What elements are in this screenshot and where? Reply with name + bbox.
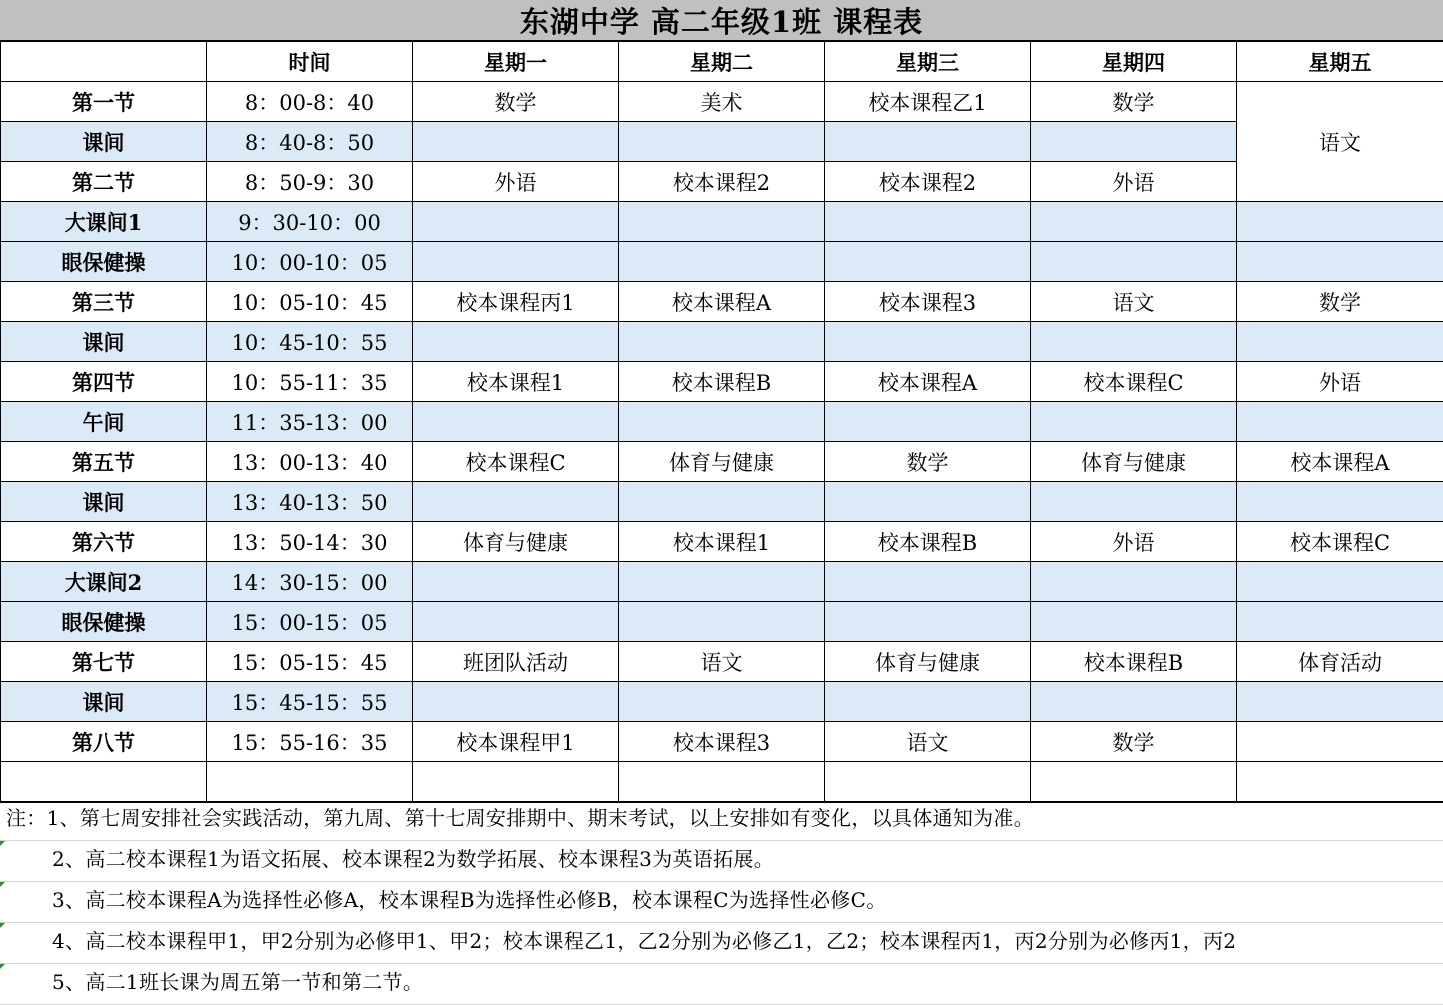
course-cell-thursday[interactable] xyxy=(1031,602,1237,642)
table-row xyxy=(1,442,1443,482)
course-cell-monday[interactable]: 校本课程1 xyxy=(413,362,619,402)
course-cell-tuesday[interactable] xyxy=(619,402,825,442)
course-cell-tuesday[interactable] xyxy=(619,122,825,162)
course-cell-monday[interactable]: 体育与健康 xyxy=(413,522,619,562)
period-cell[interactable]: 课间 xyxy=(1,322,207,362)
course-cell-wednesday[interactable]: 语文 xyxy=(825,722,1031,762)
time-cell[interactable]: 11：35-13：00 xyxy=(207,402,413,442)
course-cell-tuesday[interactable]: 美术 xyxy=(619,82,825,122)
table-row xyxy=(1,602,1443,642)
note-text: 3、高二校本课程A为选择性必修A，校本课程B为选择性必修B，校本课程C为选择性必修C。 xyxy=(52,888,887,912)
course-cell-wednesday[interactable]: 校本课程A xyxy=(825,362,1031,402)
table-row xyxy=(1,322,1443,362)
time-cell[interactable]: 8：00-8：40 xyxy=(207,82,413,122)
header-cell-blank[interactable] xyxy=(1,41,207,82)
note-text: 4、高二校本课程甲1，甲2分别为必修甲1、甲2；校本课程乙1，乙2分别为必修乙1，乙2；校本课程丙1，丙2分别为必修丙1，丙2 xyxy=(52,929,1236,953)
header-cell-tuesday[interactable]: 星期二 xyxy=(619,41,825,82)
time-cell[interactable]: 15：55-16：35 xyxy=(207,722,413,762)
header-row xyxy=(1,41,1443,82)
course-cell-monday[interactable] xyxy=(413,682,619,722)
course-cell-monday[interactable] xyxy=(413,602,619,642)
note-line[interactable] xyxy=(0,964,1443,1005)
course-cell-wednesday[interactable] xyxy=(825,482,1031,522)
time-cell[interactable]: 13：00-13：40 xyxy=(207,442,413,482)
course-cell-thursday[interactable]: 数学 xyxy=(1031,722,1237,762)
time-cell[interactable]: 9：30-10：00 xyxy=(207,202,413,242)
course-cell-thursday[interactable]: 外语 xyxy=(1031,162,1237,202)
course-cell-monday[interactable] xyxy=(413,402,619,442)
table-row xyxy=(1,642,1443,682)
time-cell[interactable]: 15：00-15：05 xyxy=(207,602,413,642)
empty-cell[interactable] xyxy=(825,762,1031,803)
course-cell-monday[interactable] xyxy=(413,562,619,602)
course-cell-thursday[interactable]: 数学 xyxy=(1031,82,1237,122)
course-cell-tuesday[interactable]: 校本课程2 xyxy=(619,162,825,202)
time-cell[interactable]: 15：45-15：55 xyxy=(207,682,413,722)
course-cell-monday[interactable]: 外语 xyxy=(413,162,619,202)
time-cell[interactable]: 10：55-11：35 xyxy=(207,362,413,402)
time-cell[interactable]: 10：00-10：05 xyxy=(207,242,413,282)
period-cell[interactable]: 第七节 xyxy=(1,642,207,682)
period-cell[interactable]: 课间 xyxy=(1,682,207,722)
course-cell-wednesday[interactable] xyxy=(825,122,1031,162)
empty-cell[interactable] xyxy=(1,762,207,803)
course-cell-wednesday[interactable]: 校本课程2 xyxy=(825,162,1031,202)
course-cell-tuesday[interactable] xyxy=(619,602,825,642)
period-cell[interactable]: 课间 xyxy=(1,122,207,162)
table-row xyxy=(1,362,1443,402)
course-cell-thursday[interactable]: 校本课程B xyxy=(1031,642,1237,682)
period-cell[interactable]: 课间 xyxy=(1,482,207,522)
note-text: 注：1、第七周安排社会实践活动，第九周、第十七周安排期中、期末考试，以上安排如有变化，以具体通知为准。 xyxy=(6,806,1034,830)
course-cell-thursday[interactable]: 体育与健康 xyxy=(1031,442,1237,482)
course-cell-thursday[interactable]: 校本课程C xyxy=(1031,362,1237,402)
note-line[interactable] xyxy=(0,923,1443,964)
note-line[interactable] xyxy=(0,841,1443,882)
time-cell[interactable]: 13：50-14：30 xyxy=(207,522,413,562)
header-cell-time[interactable]: 时间 xyxy=(207,41,413,82)
table-row xyxy=(1,522,1443,562)
table-row xyxy=(1,482,1443,522)
period-cell[interactable]: 第四节 xyxy=(1,362,207,402)
course-cell-thursday[interactable] xyxy=(1031,482,1237,522)
course-cell-friday[interactable] xyxy=(1237,482,1443,522)
course-cell-friday[interactable] xyxy=(1237,562,1443,602)
comment-marker-icon xyxy=(0,923,5,928)
header-cell-thursday[interactable]: 星期四 xyxy=(1031,41,1237,82)
time-cell[interactable]: 14：30-15：00 xyxy=(207,562,413,602)
course-cell-monday[interactable] xyxy=(413,122,619,162)
course-cell-wednesday[interactable]: 体育与健康 xyxy=(825,642,1031,682)
course-cell-monday[interactable]: 校本课程甲1 xyxy=(413,722,619,762)
period-cell[interactable]: 第五节 xyxy=(1,442,207,482)
course-cell-thursday[interactable] xyxy=(1031,202,1237,242)
course-cell-wednesday[interactable] xyxy=(825,562,1031,602)
period-cell[interactable]: 第八节 xyxy=(1,722,207,762)
course-cell-tuesday[interactable]: 语文 xyxy=(619,642,825,682)
table-row xyxy=(1,282,1443,322)
course-cell-tuesday[interactable] xyxy=(619,202,825,242)
course-cell-monday[interactable] xyxy=(413,322,619,362)
course-cell-wednesday[interactable] xyxy=(825,322,1031,362)
course-cell-monday[interactable]: 校本课程C xyxy=(413,442,619,482)
course-cell-tuesday[interactable]: 校本课程B xyxy=(619,362,825,402)
course-cell-tuesday[interactable] xyxy=(619,322,825,362)
table-row xyxy=(1,202,1443,242)
course-cell-thursday[interactable] xyxy=(1031,402,1237,442)
course-cell-wednesday[interactable]: 数学 xyxy=(825,442,1031,482)
course-cell-wednesday[interactable] xyxy=(825,402,1031,442)
comment-marker-icon xyxy=(0,964,5,969)
time-cell[interactable]: 10：05-10：45 xyxy=(207,282,413,322)
course-cell-monday[interactable]: 班团队活动 xyxy=(413,642,619,682)
course-cell-thursday[interactable]: 外语 xyxy=(1031,522,1237,562)
course-cell-friday[interactable] xyxy=(1237,722,1443,762)
table-row xyxy=(1,162,1443,202)
table-row xyxy=(1,722,1443,762)
period-cell[interactable]: 大课间2 xyxy=(1,562,207,602)
course-cell-monday[interactable] xyxy=(413,482,619,522)
header-cell-monday[interactable]: 星期一 xyxy=(413,41,619,82)
course-cell-tuesday[interactable]: 校本课程3 xyxy=(619,722,825,762)
course-cell-tuesday[interactable] xyxy=(619,562,825,602)
period-cell[interactable]: 眼保健操 xyxy=(1,242,207,282)
course-cell-thursday[interactable] xyxy=(1031,562,1237,602)
course-cell-thursday[interactable]: 语文 xyxy=(1031,282,1237,322)
table-row xyxy=(1,682,1443,722)
period-cell[interactable]: 午间 xyxy=(1,402,207,442)
course-cell-tuesday[interactable] xyxy=(619,482,825,522)
period-cell[interactable]: 第二节 xyxy=(1,162,207,202)
note-line[interactable] xyxy=(0,800,1443,841)
period-cell[interactable]: 眼保健操 xyxy=(1,602,207,642)
table-row xyxy=(1,562,1443,602)
time-cell[interactable]: 15：05-15：45 xyxy=(207,642,413,682)
period-cell[interactable]: 大课间1 xyxy=(1,202,207,242)
course-cell-thursday[interactable] xyxy=(1031,682,1237,722)
table-row xyxy=(1,242,1443,282)
header-cell-friday[interactable]: 星期五 xyxy=(1237,41,1443,82)
course-cell-friday[interactable] xyxy=(1237,322,1443,362)
comment-marker-icon xyxy=(0,882,5,887)
table-row xyxy=(1,82,1443,122)
course-cell-tuesday[interactable] xyxy=(619,242,825,282)
course-cell-friday[interactable]: 语文 xyxy=(1237,82,1443,202)
course-cell-friday[interactable] xyxy=(1237,682,1443,722)
course-cell-thursday[interactable] xyxy=(1031,122,1237,162)
course-cell-wednesday[interactable] xyxy=(825,602,1031,642)
course-cell-wednesday[interactable]: 校本课程乙1 xyxy=(825,82,1031,122)
course-cell-thursday[interactable] xyxy=(1031,242,1237,282)
course-cell-monday[interactable] xyxy=(413,242,619,282)
course-cell-tuesday[interactable]: 校本课程A xyxy=(619,282,825,322)
course-cell-wednesday[interactable] xyxy=(825,242,1031,282)
course-cell-wednesday[interactable] xyxy=(825,202,1031,242)
period-cell[interactable]: 第三节 xyxy=(1,282,207,322)
notes-section xyxy=(0,800,1443,1005)
course-cell-friday[interactable]: 校本课程C xyxy=(1237,522,1443,562)
period-cell[interactable]: 第一节 xyxy=(1,82,207,122)
time-cell[interactable]: 10：45-10：55 xyxy=(207,322,413,362)
empty-cell[interactable] xyxy=(1031,762,1237,803)
empty-cell[interactable] xyxy=(619,762,825,803)
comment-marker-icon xyxy=(0,841,5,846)
course-cell-monday[interactable] xyxy=(413,202,619,242)
course-cell-tuesday[interactable] xyxy=(619,682,825,722)
course-cell-wednesday[interactable]: 校本课程3 xyxy=(825,282,1031,322)
note-line[interactable] xyxy=(0,882,1443,923)
time-cell[interactable]: 8：40-8：50 xyxy=(207,122,413,162)
note-text: 5、高二1班长课为周五第一节和第二节。 xyxy=(52,970,423,994)
schedule-title: 东湖中学 高二年级1班 课程表 xyxy=(0,0,1443,40)
course-cell-thursday[interactable] xyxy=(1031,322,1237,362)
empty-cell[interactable] xyxy=(1237,762,1443,803)
course-cell-friday[interactable]: 校本课程A xyxy=(1237,442,1443,482)
time-cell[interactable]: 13：40-13：50 xyxy=(207,482,413,522)
course-cell-monday[interactable]: 校本课程丙1 xyxy=(413,282,619,322)
timetable xyxy=(0,40,1443,803)
empty-row xyxy=(1,762,1443,803)
course-cell-wednesday[interactable]: 校本课程B xyxy=(825,522,1031,562)
course-cell-friday[interactable]: 外语 xyxy=(1237,362,1443,402)
course-cell-friday[interactable] xyxy=(1237,242,1443,282)
course-cell-tuesday[interactable]: 校本课程1 xyxy=(619,522,825,562)
course-cell-friday[interactable] xyxy=(1237,402,1443,442)
empty-cell[interactable] xyxy=(207,762,413,803)
course-cell-friday[interactable]: 数学 xyxy=(1237,282,1443,322)
empty-cell[interactable] xyxy=(413,762,619,803)
course-cell-monday[interactable]: 数学 xyxy=(413,82,619,122)
table-row xyxy=(1,122,1443,162)
time-cell[interactable]: 8：50-9：30 xyxy=(207,162,413,202)
course-cell-wednesday[interactable] xyxy=(825,682,1031,722)
header-cell-wednesday[interactable]: 星期三 xyxy=(825,41,1031,82)
course-cell-tuesday[interactable]: 体育与健康 xyxy=(619,442,825,482)
table-row xyxy=(1,402,1443,442)
period-cell[interactable]: 第六节 xyxy=(1,522,207,562)
course-cell-friday[interactable] xyxy=(1237,202,1443,242)
note-text: 2、高二校本课程1为语文拓展、校本课程2为数学拓展、校本课程3为英语拓展。 xyxy=(52,847,774,871)
course-cell-friday[interactable] xyxy=(1237,602,1443,642)
course-cell-friday[interactable]: 体育活动 xyxy=(1237,642,1443,682)
